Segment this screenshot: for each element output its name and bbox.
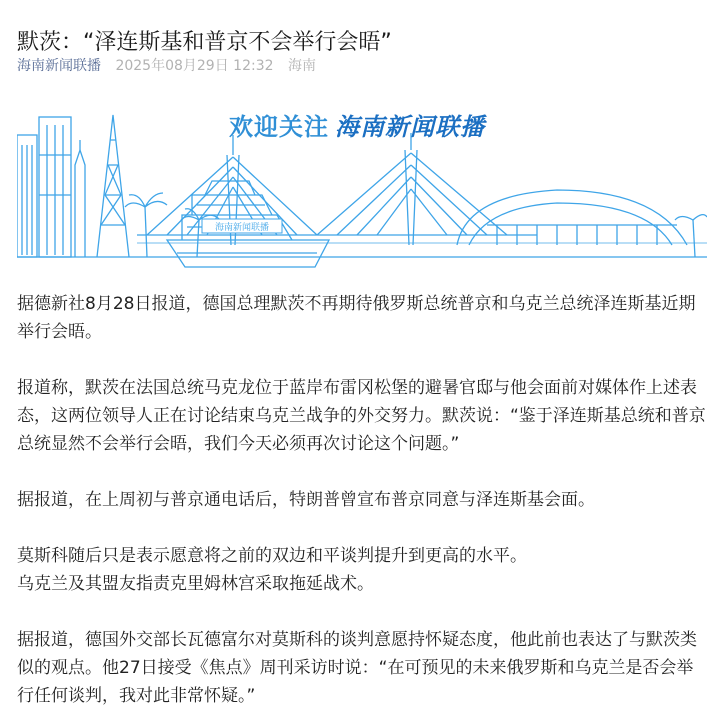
banner-welcome (229, 107, 485, 142)
banner-welcome-text: 欢迎关注 (229, 113, 329, 141)
article-body (17, 290, 707, 710)
paragraph-2: 报道称，默茨在法国总统马克龙位于蓝岸布雷冈松堡的避暑官邸与他会面前对媒体作上述表态，这两位领导人正在讨论结束乌克兰战争的外交努力。默茨说：“鉴于泽连斯基总统和普京总统显然不会举行会晤，我们今天必须再次讨论这个问题。” (17, 378, 706, 454)
paragraph-4a: 莫斯科随后只是表示愿意将之前的双边和平谈判提升到更高的水平。 (17, 546, 527, 566)
article-title: 默茨：“泽连斯基和普京不会举行会晤” (17, 29, 392, 55)
paragraph-4b: 乌克兰及其盟友指责克里姆林宫采取拖延战术。 (17, 574, 374, 594)
ship-label: 海南新闻联播 (214, 223, 270, 233)
publish-date: 2025年08月29日 12:32 (115, 58, 274, 74)
paragraph-3: 据报道，在上周初与普京通电话后，特朗普曾宣布普京同意与泽连斯基会面。 (17, 490, 595, 510)
paragraph-5: 据报道，德国外交部长瓦德富尔对莫斯科的谈判意愿持怀疑态度，他此前也表达了与默茨类似的观点。他27日接受《焦点》周刊采访时说：“在可预见的未来俄罗斯和乌克兰是否会举行任何谈判，我对此非常怀疑。” (17, 630, 697, 706)
article-meta (17, 55, 316, 77)
banner-brand-text: 海南新闻联播 (335, 113, 485, 141)
account-name-link[interactable]: 海南新闻联播 (17, 58, 101, 74)
header-banner-image (17, 95, 707, 275)
paragraph-1: 据德新社8月28日报道，德国总理默茨不再期待俄罗斯总统普京和乌克兰总统泽连斯基近期举行会晤。 (17, 294, 696, 342)
publish-location: 海南 (287, 58, 316, 74)
